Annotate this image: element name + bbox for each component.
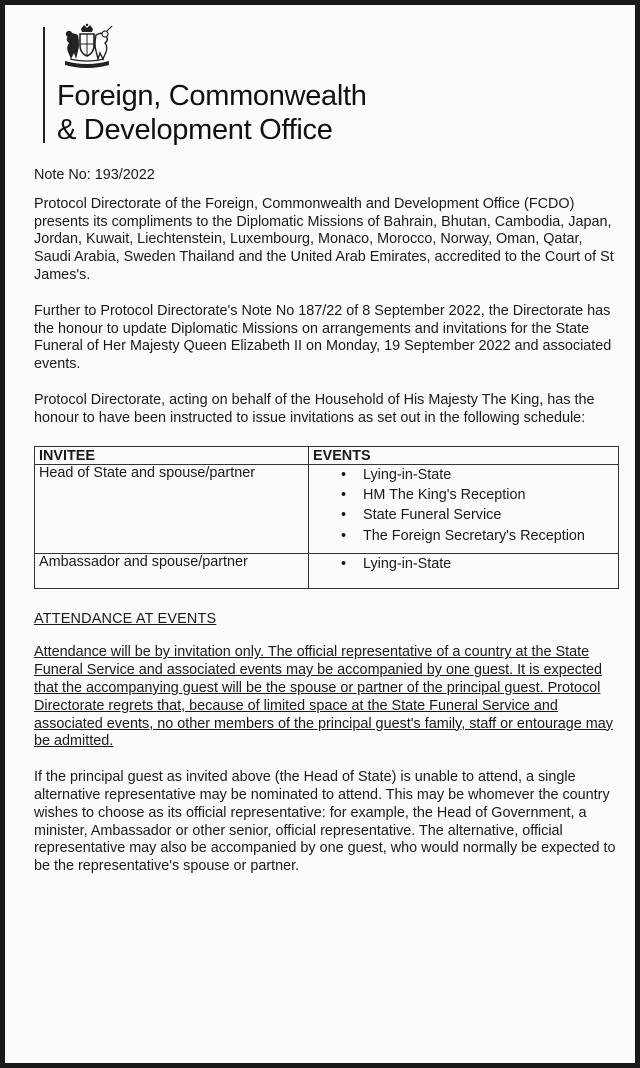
events-list bbox=[313, 465, 614, 547]
alternative-representative-paragraph: If the principal guest as invited above (the Head of State) is unable to attend, a single alternative representative may be nominated to attend. This may be whomever the country wishes to choose as its official representative: for example, the Head of Government, a minister, Ambassador or other senior, official representative. The alternative, official representative may also be accompanied by one guest, who would normally be expected to be the representative's spouse or partner. bbox=[34, 769, 616, 875]
note-number: Note No: 193/2022 bbox=[34, 167, 155, 183]
schedule-intro-paragraph: Protocol Directorate, acting on behalf of the Household of His Majesty The King, has the honour to have been instructed to issue invitations as set out in the following schedule: bbox=[34, 391, 595, 426]
table-header-row bbox=[35, 446, 619, 464]
royal-coat-of-arms-icon bbox=[57, 23, 117, 73]
invitee-cell: Ambassador and spouse/partner bbox=[35, 553, 309, 588]
events-cell bbox=[309, 553, 619, 588]
document-page bbox=[5, 5, 635, 1063]
intro-paragraph: Protocol Directorate of the Foreign, Commonwealth and Development Office (FCDO) presents its compliments to the Diplomatic Missions of Bahrain, Bhutan, Cambodia, Japan, Jordan, Kuwait, Liechtenstein, Luxembourg, Monaco, Morocco, Norway, Oman, Qatar, Saudi Arabia, Sweden Thailand and the United Arab Emirates, accredited to the Court of St James's. bbox=[34, 195, 614, 283]
header-invitee: INVITEE bbox=[35, 446, 309, 464]
header-events: EVENTS bbox=[309, 446, 619, 464]
list-item: • Lying-in-State bbox=[341, 465, 614, 485]
organisation-name bbox=[57, 79, 367, 147]
table-row bbox=[35, 553, 619, 588]
events-list bbox=[313, 554, 614, 574]
invitation-schedule-table bbox=[34, 446, 619, 589]
attendance-paragraph: Attendance will be by invitation only. The official representative of a country at the State Funeral Service and associated events may be accompanied by one guest. It is expected that the accompanying guest will be the spouse or partner of the principal guest. Protocol Directorate regrets that, because of limited space at the State Funeral Service and associated events, no other members of the principal guest's family, staff or entourage may be admitted. bbox=[34, 644, 613, 750]
list-item: • HM The King's Reception bbox=[341, 485, 614, 505]
document-body bbox=[34, 167, 616, 894]
invitee-cell: Head of State and spouse/partner bbox=[35, 464, 309, 553]
org-name-line-2: & Development Office bbox=[57, 114, 333, 146]
letterhead-rule bbox=[43, 27, 45, 143]
update-paragraph: Further to Protocol Directorate's Note No 187/22 of 8 September 2022, the Directorate has the honour to update Diplomatic Missions on arrangements and invitations for the State Funeral of Her Majesty Queen Elizabeth II on Monday, 19 September 2022 and associated events. bbox=[34, 302, 612, 373]
list-item: • Lying-in-State bbox=[341, 554, 614, 574]
list-item: • The Foreign Secretary's Reception bbox=[341, 526, 614, 546]
list-item: • State Funeral Service bbox=[341, 505, 614, 525]
events-cell bbox=[309, 464, 619, 553]
table-row bbox=[35, 464, 619, 553]
org-name-line-1: Foreign, Commonwealth bbox=[57, 80, 367, 112]
attendance-heading: ATTENDANCE AT EVENTS bbox=[34, 610, 217, 627]
